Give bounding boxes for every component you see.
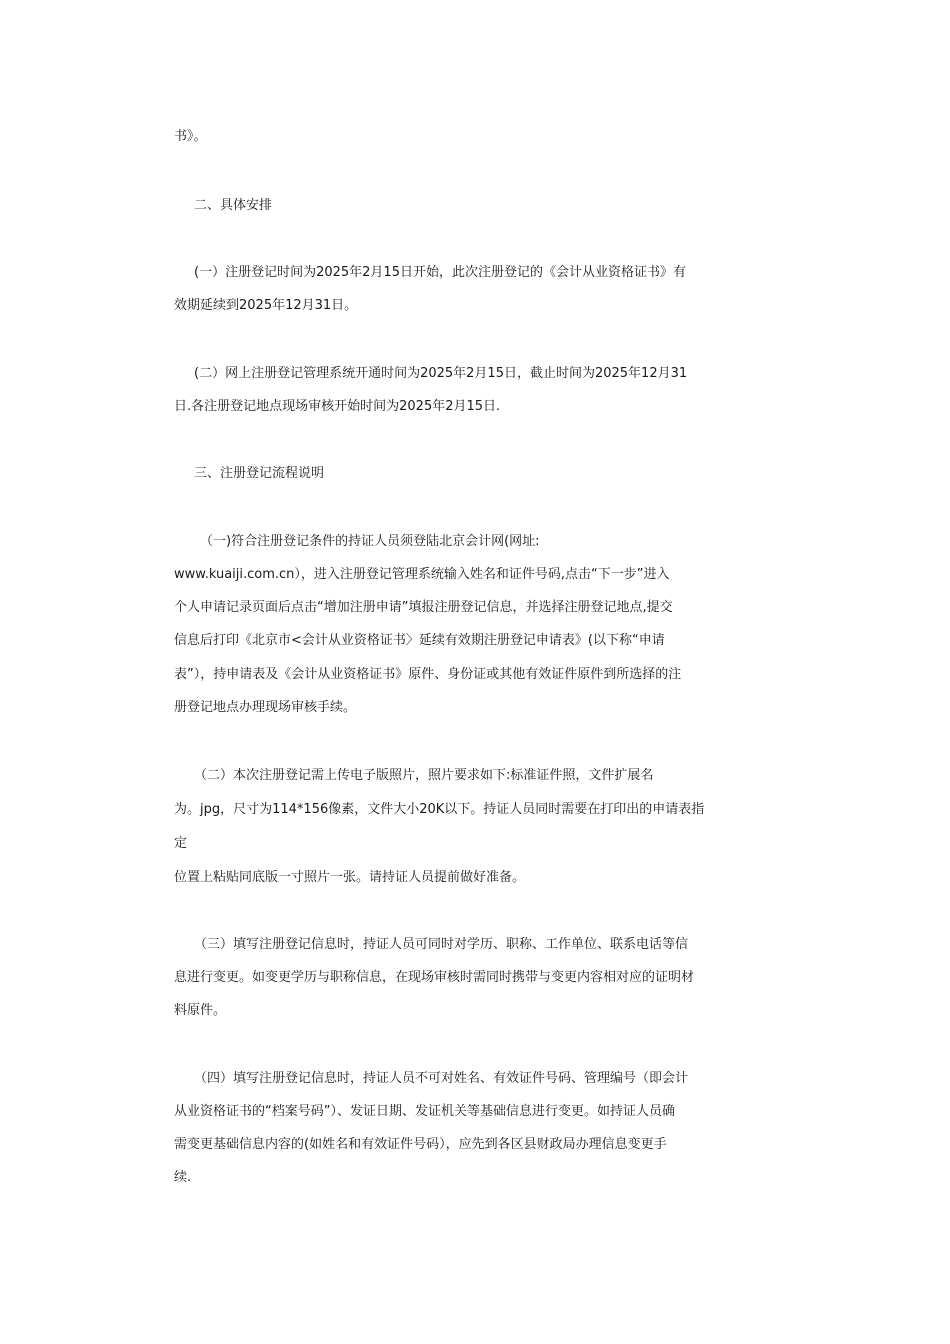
text-line: (一）注册登记时间为2025年2月15日开始，此次注册登记的《会计从业资格证书》有 — [194, 265, 686, 280]
text-line: (二）网上注册登记管理系统开通时间为2025年2月15日，截止时间为2025年12月31 — [194, 366, 688, 381]
text-line: 日.各注册登记地点现场审核开始时间为2025年2月15日. — [174, 399, 501, 414]
section-heading: 三、注册登记流程说明 — [194, 466, 325, 481]
text-line: 信息后打印《北京市<会计从业资格证书〉延续有效期注册登记申请表》(以下称“申请 — [174, 633, 665, 648]
text-line: 册登记地点办理现场审核手续。 — [174, 700, 357, 715]
text-line: 书》。 — [174, 129, 207, 144]
text-line: 需变更基础信息内容的(如姓名和有效证件号码），应先到各区县财政局办理信息变更手 — [174, 1137, 667, 1152]
text-line: （二）本次注册登记需上传电子版照片，照片要求如下:标准证件照，文件扩展名 — [194, 768, 654, 783]
text-line: 位置上粘贴同底版一寸照片一张。请持证人员提前做好准备。 — [174, 870, 526, 885]
section-heading: 二、具体安排 — [194, 198, 273, 213]
text-line: 从业资格证书的“档案号码”）、发证日期、发证机关等基础信息进行变更。如持证人员确 — [174, 1104, 675, 1119]
text-line: 表”），持申请表及《会计从业资格证书》原件、身份证或其他有效证件原件到所选择的注 — [174, 667, 682, 682]
text-line: 个人申请记录页面后点击“增加注册申请”填报注册登记信息，并选择注册登记地点,提交 — [174, 600, 673, 615]
text-line: 料原件。 — [174, 1003, 227, 1018]
text-line: （一)符合注册登记条件的持证人员须登陆北京会计网(网址: — [200, 534, 540, 549]
text-line: （四）填写注册登记信息时，持证人员不可对姓名、有效证件号码、管理编号（即会计 — [194, 1071, 689, 1086]
text-line: 定 — [174, 836, 188, 851]
text-line: www.kuaiji.com.cn），进入注册登记管理系统输入姓名和证件号码,点击“下一步”进入 — [174, 567, 670, 582]
text-line: 续. — [174, 1170, 192, 1185]
text-line: 息进行变更。如变更学历与职称信息，在现场审核时需同时携带与变更内容相对应的证明材 — [174, 970, 695, 985]
text-line: 效期延续到2025年12月31日。 — [174, 298, 358, 313]
text-line: （三）填写注册登记信息时，持证人员可同时对学历、职称、工作单位、联系电话等信 — [194, 937, 689, 952]
text-line: 为。jpg，尺寸为114*156像素，文件大小20K以下。持证人员同时需要在打印出的申请表指 — [174, 802, 705, 817]
